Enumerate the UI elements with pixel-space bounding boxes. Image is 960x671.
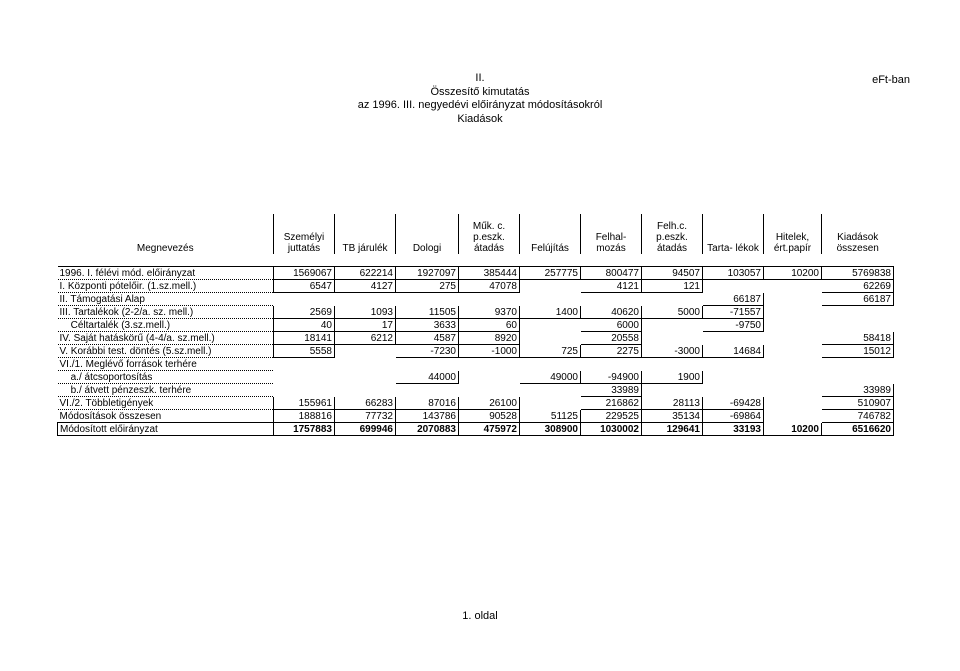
cell-value: 699946 xyxy=(335,423,396,436)
col-header: Dologi xyxy=(396,214,459,254)
cell-value: 6516620 xyxy=(822,423,894,436)
title-roman: II. xyxy=(475,72,485,84)
row-label: VI./1. Meglévő források terhére xyxy=(58,358,274,371)
cell-value: 26100 xyxy=(459,397,520,410)
cell-value xyxy=(459,371,520,384)
col-header: TB járulék xyxy=(335,214,396,254)
cell-value: -3000 xyxy=(642,345,703,358)
cell-value: 15012 xyxy=(822,345,894,358)
cell-value: 58418 xyxy=(822,332,894,345)
cell-value xyxy=(764,384,822,397)
cell-value: 216862 xyxy=(581,397,642,410)
table-row xyxy=(58,319,894,332)
table-row xyxy=(58,267,894,280)
table-row xyxy=(58,332,894,345)
cell-value xyxy=(703,332,764,345)
cell-value xyxy=(274,358,335,371)
col-header: Megnevezés xyxy=(136,243,194,254)
cell-value: 4587 xyxy=(396,332,459,345)
cell-value: 1030002 xyxy=(581,423,642,436)
cell-value: -94900 xyxy=(581,371,642,384)
cell-value: 800477 xyxy=(581,267,642,280)
cell-value: 33193 xyxy=(703,423,764,436)
cell-value xyxy=(822,371,894,384)
cell-value xyxy=(520,319,581,332)
title-line1: Összesítő kimutatás xyxy=(430,85,530,98)
cell-value xyxy=(335,293,396,306)
cell-value: 47078 xyxy=(459,280,520,293)
table-row xyxy=(58,384,894,397)
table-row xyxy=(58,423,894,436)
cell-value: 33989 xyxy=(822,384,894,397)
cell-value: 33989 xyxy=(581,384,642,397)
cell-value xyxy=(642,358,703,371)
table-body xyxy=(58,267,894,436)
cell-value: 87016 xyxy=(396,397,459,410)
cell-value: 5769838 xyxy=(822,267,894,280)
cell-value: 66187 xyxy=(822,293,894,306)
cell-value: 66187 xyxy=(703,293,764,306)
cell-value xyxy=(335,345,396,358)
cell-value xyxy=(764,397,822,410)
table-row xyxy=(58,410,894,423)
cell-value: -71557 xyxy=(703,306,764,319)
cell-value: 49000 xyxy=(520,371,581,384)
cell-value xyxy=(703,280,764,293)
cell-value: 129641 xyxy=(642,423,703,436)
cell-value: 475972 xyxy=(459,423,520,436)
cell-value: -1000 xyxy=(459,345,520,358)
cell-value: 6547 xyxy=(274,280,335,293)
table-row xyxy=(58,293,894,306)
cell-value: 51125 xyxy=(520,410,581,423)
row-label: VI./2. Többletigények xyxy=(58,397,274,410)
cell-value: 725 xyxy=(520,345,581,358)
cell-value: 103057 xyxy=(703,267,764,280)
cell-value xyxy=(335,371,396,384)
cell-value: 8920 xyxy=(459,332,520,345)
cell-value: 1093 xyxy=(335,306,396,319)
row-label: 1996. I. félévi mód. előirányzat xyxy=(58,267,274,280)
col-header: Személyi juttatás xyxy=(274,214,335,254)
cell-value: 1900 xyxy=(642,371,703,384)
cell-value: 2569 xyxy=(274,306,335,319)
cell-value: 60 xyxy=(459,319,520,332)
report-title xyxy=(280,72,680,126)
table-row xyxy=(58,397,894,410)
title-line3: Kiadások xyxy=(457,112,503,125)
cell-value xyxy=(764,332,822,345)
cell-value: 1569067 xyxy=(274,267,335,280)
col-header: Felújítás xyxy=(520,214,581,254)
cell-value xyxy=(703,371,764,384)
cell-value: -7230 xyxy=(396,345,459,358)
cell-value: -69428 xyxy=(703,397,764,410)
cell-value: -9750 xyxy=(703,319,764,332)
cell-value: 10200 xyxy=(764,423,822,436)
cell-value: 20558 xyxy=(581,332,642,345)
cell-value: 308900 xyxy=(520,423,581,436)
cell-value xyxy=(581,358,642,371)
cell-value: 2070883 xyxy=(396,423,459,436)
col-header: Felhal- mozás xyxy=(581,214,642,254)
cell-value: 28113 xyxy=(642,397,703,410)
cell-value: 44000 xyxy=(396,371,459,384)
cell-value: 155961 xyxy=(274,397,335,410)
cell-value xyxy=(642,332,703,345)
row-label: Céltartalék (3.sz.mell.) xyxy=(58,319,274,332)
row-label: I. Központi pótelőir. (1.sz.mell.) xyxy=(58,280,274,293)
header-row xyxy=(58,214,894,254)
cell-value xyxy=(335,384,396,397)
cell-value xyxy=(764,293,822,306)
cell-value xyxy=(520,358,581,371)
cell-value xyxy=(396,293,459,306)
cell-value: 2275 xyxy=(581,345,642,358)
cell-value: 275 xyxy=(396,280,459,293)
cell-value: 121 xyxy=(642,280,703,293)
cell-value: 746782 xyxy=(822,410,894,423)
col-header: Kiadások összesen xyxy=(822,214,894,254)
cell-value xyxy=(459,293,520,306)
row-label: III. Tartalékok (2-2/a. sz. mell.) xyxy=(58,306,274,319)
page-number: 1. oldal xyxy=(462,610,498,622)
col-header: Műk. c. p.eszk. átadás xyxy=(459,214,520,254)
row-label: b./ átvett pénzeszk. terhére xyxy=(58,384,274,397)
cell-value xyxy=(764,345,822,358)
cell-value: 77732 xyxy=(335,410,396,423)
cell-value xyxy=(764,410,822,423)
cell-value: 622214 xyxy=(335,267,396,280)
cell-value xyxy=(459,358,520,371)
row-label: II. Támogatási Alap xyxy=(58,293,274,306)
cell-value: 510907 xyxy=(822,397,894,410)
cell-value xyxy=(520,384,581,397)
cell-value: 1927097 xyxy=(396,267,459,280)
cell-value: 94507 xyxy=(642,267,703,280)
cell-value xyxy=(822,358,894,371)
cell-value: 3633 xyxy=(396,319,459,332)
cell-value xyxy=(642,293,703,306)
cell-value: 5000 xyxy=(642,306,703,319)
cell-value xyxy=(396,358,459,371)
cell-value: 257775 xyxy=(520,267,581,280)
row-label: Módosítások összesen xyxy=(58,410,274,423)
cell-value: 90528 xyxy=(459,410,520,423)
unit-label: eFt-ban xyxy=(872,74,910,86)
cell-value: 6000 xyxy=(581,319,642,332)
table-row xyxy=(58,306,894,319)
col-header: Felh.c. p.eszk. átadás xyxy=(642,214,703,254)
col-header: Tarta- lékok xyxy=(703,214,764,254)
cell-value xyxy=(764,358,822,371)
row-label: Módosított előirányzat xyxy=(58,423,274,436)
cell-value: 66283 xyxy=(335,397,396,410)
cell-value: 40 xyxy=(274,319,335,332)
cell-value: 11505 xyxy=(396,306,459,319)
cell-value xyxy=(764,371,822,384)
cell-value: 17 xyxy=(335,319,396,332)
cell-value: 18141 xyxy=(274,332,335,345)
cell-value: 9370 xyxy=(459,306,520,319)
cell-value xyxy=(764,306,822,319)
cell-value xyxy=(459,384,520,397)
cell-value: 62269 xyxy=(822,280,894,293)
cell-value: 1757883 xyxy=(274,423,335,436)
title-line2: az 1996. III. negyedévi előirányzat módosításokról xyxy=(357,99,603,111)
cell-value: 4127 xyxy=(335,280,396,293)
table-row xyxy=(58,280,894,293)
table-row xyxy=(58,371,894,384)
cell-value xyxy=(764,280,822,293)
cell-value xyxy=(520,397,581,410)
table-row xyxy=(58,358,894,371)
cell-value: 143786 xyxy=(396,410,459,423)
cell-value xyxy=(703,358,764,371)
cell-value xyxy=(396,384,459,397)
cell-value xyxy=(642,319,703,332)
cell-value: -69864 xyxy=(703,410,764,423)
row-label: V. Korábbi test. döntés (5.sz.mell.) xyxy=(58,345,274,358)
cell-value: 1400 xyxy=(520,306,581,319)
cell-value xyxy=(335,358,396,371)
cell-value: 6212 xyxy=(335,332,396,345)
cell-value: 188816 xyxy=(274,410,335,423)
cell-value: 5558 xyxy=(274,345,335,358)
cell-value xyxy=(520,332,581,345)
cell-value: 10200 xyxy=(764,267,822,280)
row-label: a./ átcsoportosítás xyxy=(58,371,274,384)
cell-value xyxy=(274,371,335,384)
cell-value xyxy=(822,319,894,332)
cell-value: 35134 xyxy=(642,410,703,423)
row-label: IV. Saját hatáskörű (4-4/a. sz.mell.) xyxy=(58,332,274,345)
cell-value xyxy=(520,293,581,306)
cell-value xyxy=(274,293,335,306)
cell-value: 385444 xyxy=(459,267,520,280)
cell-value: 14684 xyxy=(703,345,764,358)
cell-value xyxy=(822,306,894,319)
table-row xyxy=(58,345,894,358)
cell-value xyxy=(520,280,581,293)
cell-value xyxy=(274,384,335,397)
cell-value xyxy=(764,319,822,332)
cell-value xyxy=(581,293,642,306)
summary-table xyxy=(57,214,894,436)
col-header: Hitelek, ért.papír xyxy=(764,214,822,254)
cell-value xyxy=(642,384,703,397)
cell-value: 4121 xyxy=(581,280,642,293)
cell-value: 40620 xyxy=(581,306,642,319)
cell-value xyxy=(703,384,764,397)
cell-value: 229525 xyxy=(581,410,642,423)
